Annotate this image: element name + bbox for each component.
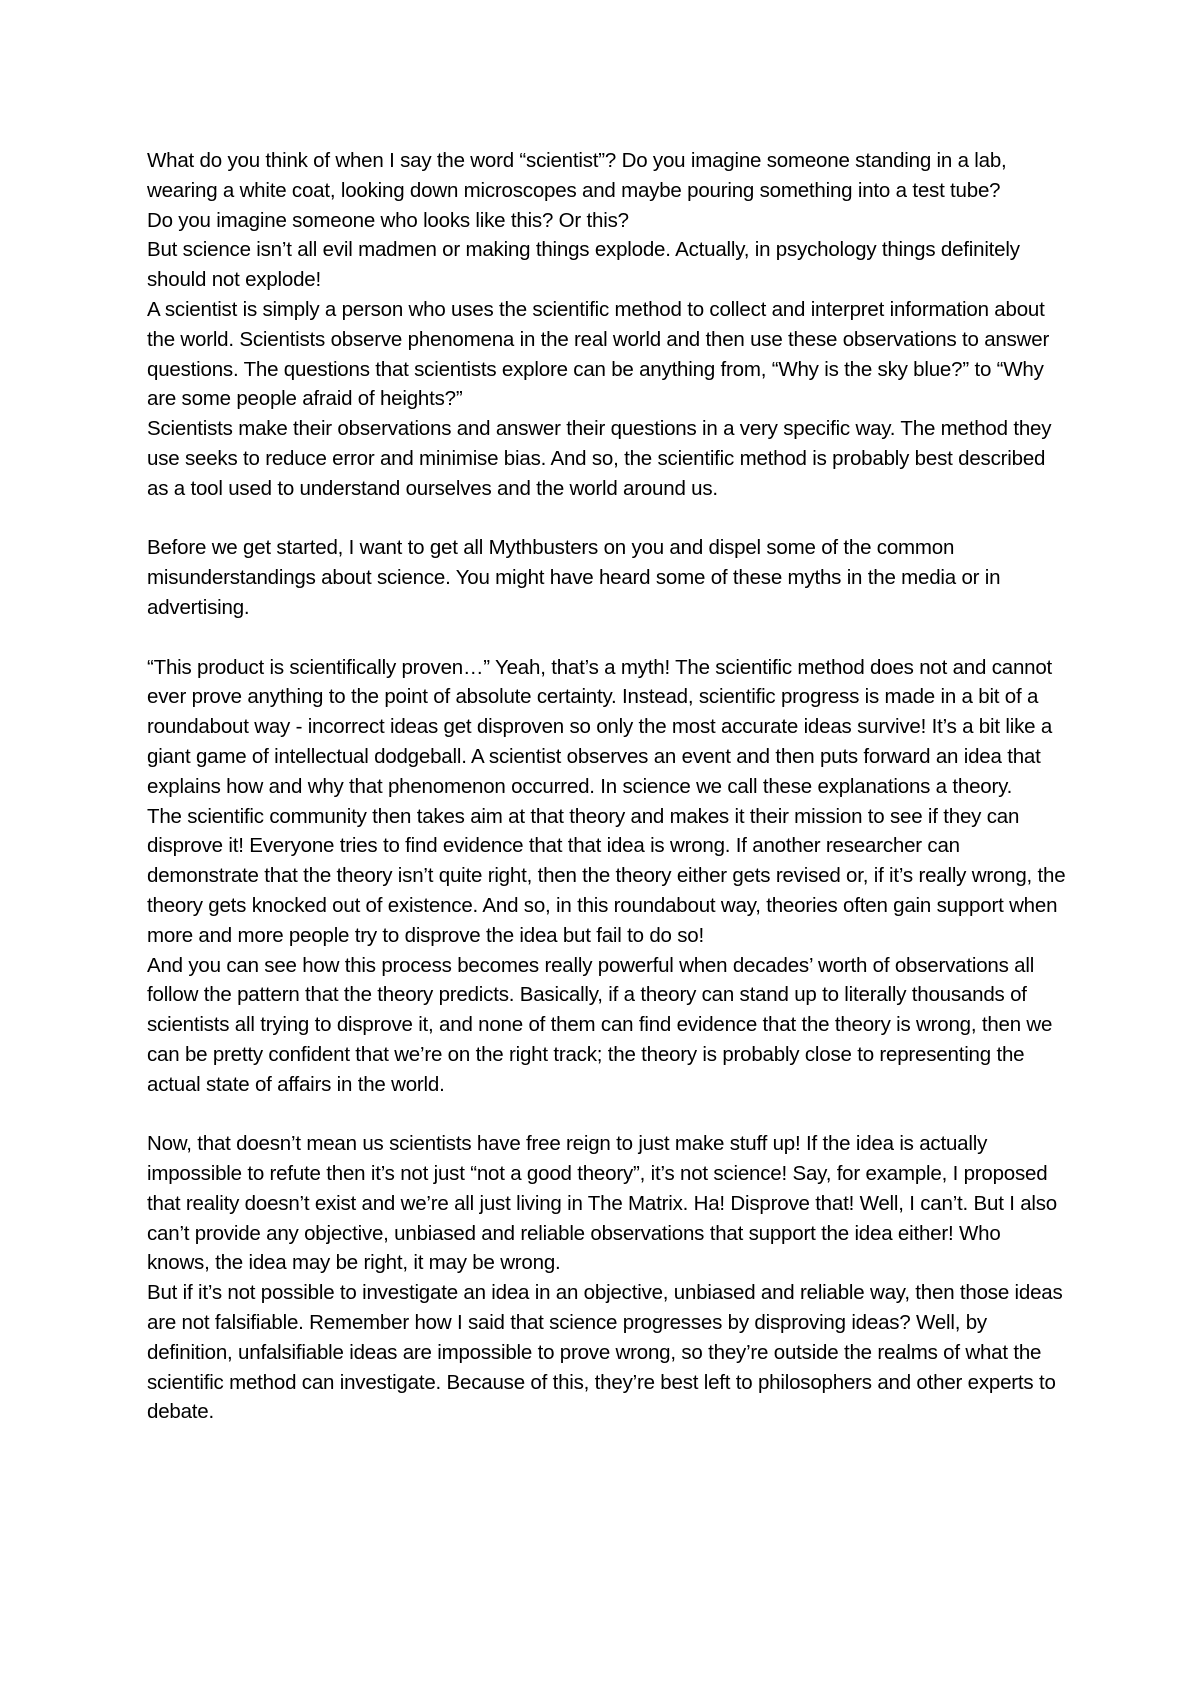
paragraph-powerful-process: And you can see how this process becomes really powerful when decades’ worth of observations all follow the pattern that the theory predicts. Basically, if a theory can stand up to literally thousands of scientists all trying to disprove it, and none of them can find evidence that the theory is wrong, then we can be pretty confident that we’re on the right track; the theory is probably close to representing the actual state of affairs in the world. [147, 953, 1053, 1096]
paragraph-free-reign: Now, that doesn’t mean us scientists have free reign to just make stuff up! If the idea is actually impossible to refute then it’s not just “not a good theory”, it’s not science! Say, for example, I proposed that reality doesn’t exist and we’re all just living in The Matrix. Ha! Disprove that! Well, I can’t. But I also can’t provide any objective, unbiased and reliable observations that support the idea either! Who knows, the idea may be right, it may be wrong. [147, 1132, 1057, 1275]
paragraph-evil-madmen: But science isn’t all evil madmen or making things explode. Actually, in psychology things definitely should not explode! [147, 238, 1020, 292]
paragraph-falsifiable: But if it’s not possible to investigate an idea in an objective, unbiased and reliable way, then those ideas are not falsifiable. Remember how I said that science progresses by disproving ideas? Well, by definition, unfalsifiable ideas are impossible to prove wrong, so they’re outside the realms of what the scientific method can investigate. Because of this, they’re best left to philosophers and other experts to debate. [147, 1281, 1063, 1424]
document-body [147, 146, 1067, 1427]
paragraph-scientific-community: The scientific community then takes aim at that theory and makes it their mission to see if they can disprove it! Everyone tries to find evidence that that idea is wrong. If another researcher can demonstrate that the theory isn’t quite right, then the theory either gets revised or, if it’s really wrong, the theory gets knocked out of existence. And so, in this roundabout way, theories often gain support when more and more people try to disprove the idea but fail to do so! [147, 804, 1066, 947]
paragraph-spacer [147, 623, 1067, 653]
paragraph-observations: Scientists make their observations and answer their questions in a very specific way. The method they use seeks to reduce error and minimise bias. And so, the scientific method is probably best described as a tool used to understand ourselves and the world around us. [147, 417, 1052, 500]
paragraph-mythbusters: Before we get started, I want to get all Mythbusters on you and dispel some of the common misunderstandings about science. You might have heard some of these myths in the media or in advertising. [147, 536, 1001, 619]
paragraph-spacer [147, 504, 1067, 534]
paragraph-imagine: Do you imagine someone who looks like this? Or this? [147, 208, 629, 232]
paragraph-spacer [147, 1100, 1067, 1130]
paragraph-scientist-definition: A scientist is simply a person who uses the scientific method to collect and interpret information about the world. Scientists observe phenomena in the real world and then use these observations to answer questions. The questions that scientists explore can be anything from, “Why is the sky blue?” to “Why are some people afraid of heights?” [147, 297, 1050, 411]
paragraph-scientifically-proven: “This product is scientifically proven…” Yeah, that’s a myth! The scientific method does not and cannot ever prove anything to the point of absolute certainty. Instead, scientific progress is made in a bit of a roundabout way - incorrect ideas get disproven so only the most accurate ideas survive! It’s a bit like a giant game of intellectual dodgeball. A scientist observes an event and then puts forward an idea that explains how and why that phenomenon occurred. In science we call these explanations a theory. [147, 655, 1053, 798]
paragraph-scientist-question: What do you think of when I say the word “scientist”? Do you imagine someone standing in a lab, wearing a white coat, looking down microscopes and maybe pouring something into a test tube? [147, 149, 1007, 202]
